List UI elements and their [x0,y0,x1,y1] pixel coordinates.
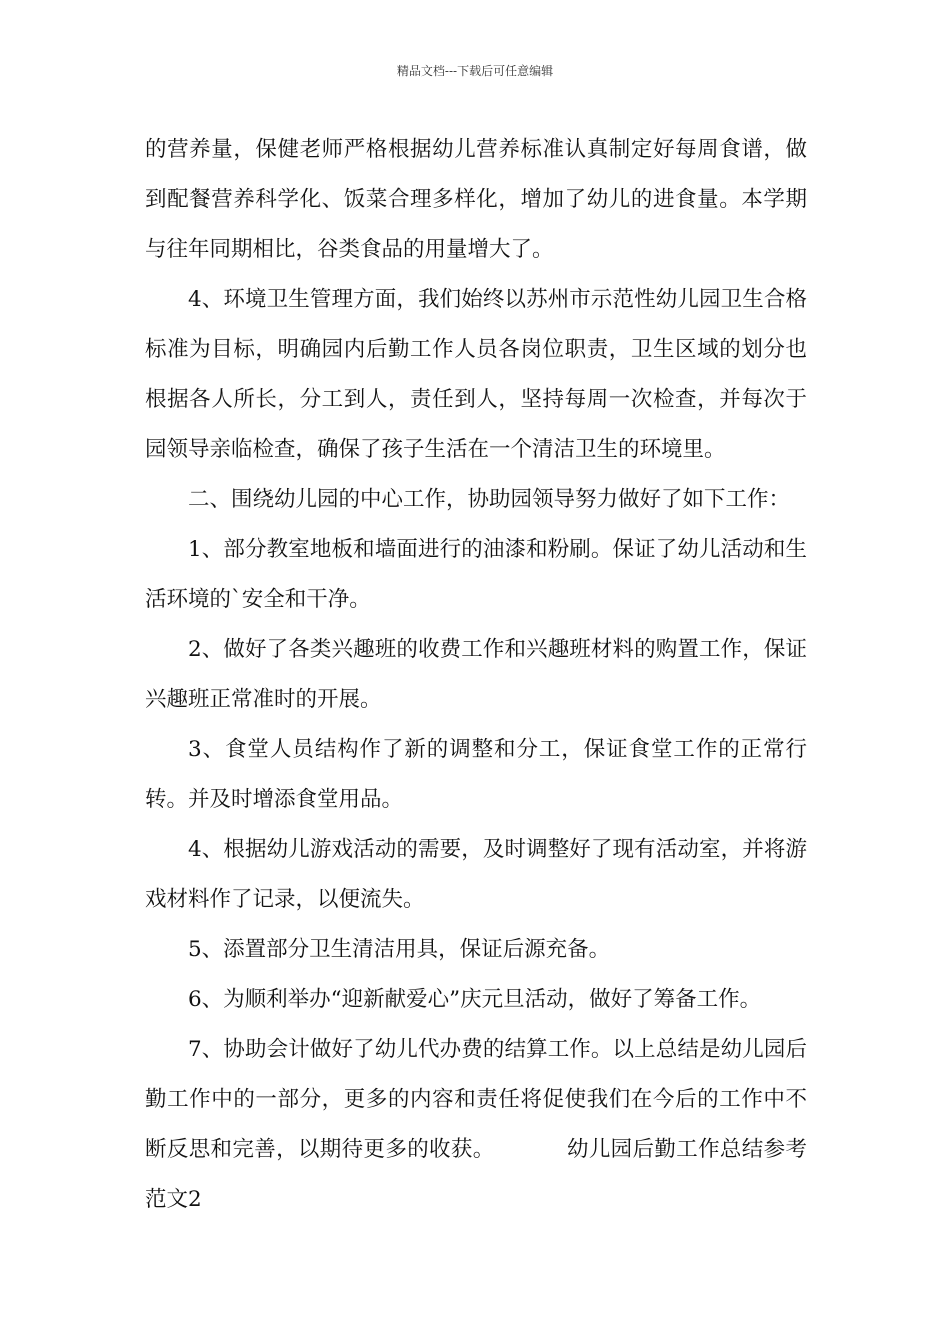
list-item-7-text: 7、协助会计做好了幼儿代办费的结算工作。以上总结是幼儿园后勤工作中的一部分，更多的内容和责任将促使我们在今后的工作中不断反思和完善，以期待更多的收获。 [145,1037,807,1162]
list-item-2: 2、做好了各类兴趣班的收费工作和兴趣班材料的购置工作，保证兴趣班正常准时的开展。 [145,637,807,712]
section-heading-center-work: 二、围绕幼儿园的中心工作，协助园领导努力做好了如下工作： [188,487,791,512]
list-item-6: 6、为顺利举办“迎新献爱心”庆元旦活动，做好了筹备工作。 [188,987,762,1012]
paragraph-environment-hygiene: 4、环境卫生管理方面，我们始终以苏州市示范性幼儿园卫生合格标准为目标，明确园内后勤工作人员各岗位职责，卫生区域的划分也根据各人所长，分工到人，责任到人，坚持每周一次检查，并每次于园领导亲临检查，确保了孩子生活在一个清洁卫生的环境里。 [145,287,807,462]
paragraph-nutrition: 的营养量，保健老师严格根据幼儿营养标准认真制定好每周食谱，做到配餐营养科学化、饭菜合理多样化，增加了幼儿的进食量。本学期与往年同期相比，谷类食品的用量增大了。 [145,137,807,262]
list-item-4: 4、根据幼儿游戏活动的需要，及时调整好了现有活动室，并将游戏材料作了记录，以便流失。 [145,837,807,912]
document-body [145,125,807,1225]
list-item-1: 1、部分教室地板和墙面进行的油漆和粉刷。保证了幼儿活动和生活环境的`安全和干净。 [145,537,807,612]
list-item-3: 3、食堂人员结构作了新的调整和分工，保证食堂工作的正常行转。并及时增添食堂用品。 [145,737,807,812]
next-article-title: 幼儿园后勤工作总结参考范文2 [145,1137,807,1212]
list-item-5: 5、添置部分卫生清洁用具，保证后源充备。 [188,937,611,962]
page-header: 精品文档---下载后可任意编辑 [396,64,554,78]
list-item-7 [145,1025,807,1225]
